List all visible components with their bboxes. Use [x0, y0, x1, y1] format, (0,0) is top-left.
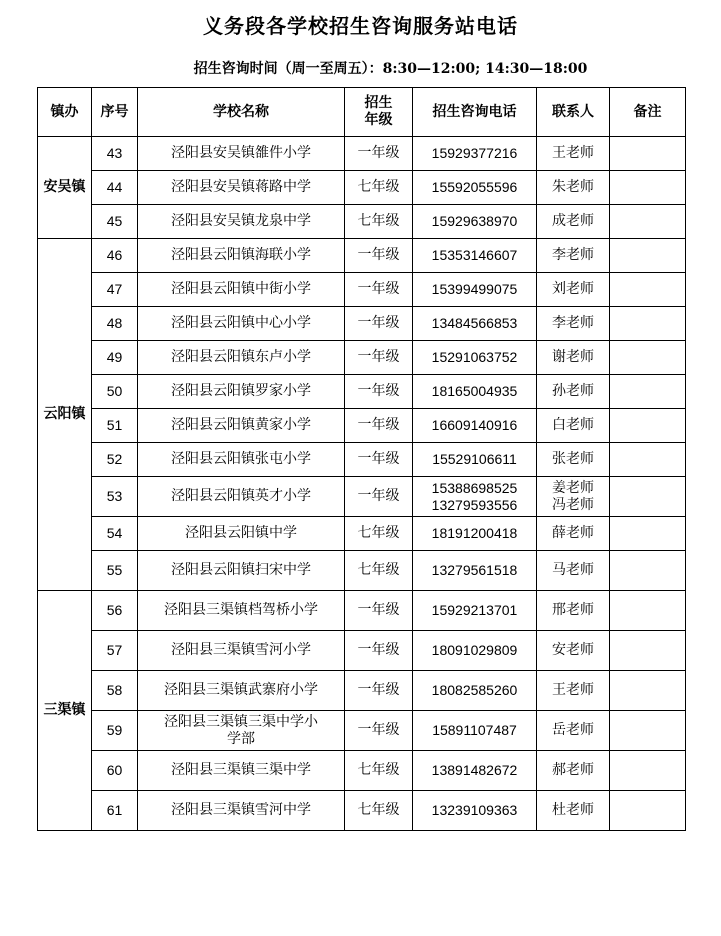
table-row: [38, 671, 686, 711]
phone-number: 15388698525: [431, 479, 518, 496]
row-index: 52: [92, 443, 138, 477]
phone-numbers: [413, 477, 537, 517]
contact-person: 李老师: [537, 239, 610, 273]
school-name: [138, 711, 345, 751]
table-row: [38, 171, 686, 205]
grade: 一年级: [345, 341, 413, 375]
phone-number: 15399499075: [413, 273, 537, 307]
header-phone: 招生咨询电话: [413, 88, 537, 137]
table-row: [38, 791, 686, 831]
phone-number: 16609140916: [413, 409, 537, 443]
row-index: 50: [92, 375, 138, 409]
school-name: 泾阳县安吴镇龙泉中学: [138, 205, 345, 239]
table-row: [38, 591, 686, 631]
note-cell: [610, 551, 686, 591]
row-index: 44: [92, 171, 138, 205]
contact-person: 邢老师: [537, 591, 610, 631]
school-name: 泾阳县云阳镇东卢小学: [138, 341, 345, 375]
town-cell: 云阳镇: [38, 239, 92, 591]
page-title: 义务段各学校招生咨询服务站电话: [203, 14, 518, 38]
phone-number: 15291063752: [413, 341, 537, 375]
contact-person: 王老师: [537, 671, 610, 711]
grade: 七年级: [345, 517, 413, 551]
note-cell: [610, 307, 686, 341]
school-name: 泾阳县云阳镇海联小学: [138, 239, 345, 273]
header-school: 学校名称: [138, 88, 345, 137]
note-cell: [610, 205, 686, 239]
note-cell: [610, 591, 686, 631]
grade: 一年级: [345, 443, 413, 477]
header-grade-line1: 招生: [364, 95, 393, 111]
table-row: [38, 137, 686, 171]
contact-person: 姜老师: [552, 479, 594, 496]
grade: 七年级: [345, 751, 413, 791]
contact-person: 王老师: [537, 137, 610, 171]
contact-person: 白老师: [537, 409, 610, 443]
table-row: [38, 307, 686, 341]
contact-person: 谢老师: [537, 341, 610, 375]
row-index: 54: [92, 517, 138, 551]
phone-number: 18165004935: [413, 375, 537, 409]
contact-person: 朱老师: [537, 171, 610, 205]
phone-number: 18191200418: [413, 517, 537, 551]
note-cell: [610, 477, 686, 517]
note-cell: [610, 239, 686, 273]
phone-number: 15592055596: [413, 171, 537, 205]
row-index: 56: [92, 591, 138, 631]
contact-person: 岳老师: [537, 711, 610, 751]
school-name: 泾阳县安吴镇蒋路中学: [138, 171, 345, 205]
phone-number-2: 13279593556: [431, 496, 518, 513]
header-note: 备注: [610, 88, 686, 137]
grade: 一年级: [345, 137, 413, 171]
row-index: 59: [92, 711, 138, 751]
school-name: 泾阳县云阳镇中心小学: [138, 307, 345, 341]
grade: 七年级: [345, 171, 413, 205]
school-name-line2: 学部: [227, 730, 255, 747]
contact-person: 薛老师: [537, 517, 610, 551]
phone-number: 13239109363: [413, 791, 537, 831]
contact-person: 张老师: [537, 443, 610, 477]
school-name: 泾阳县三渠镇雪河中学: [138, 791, 345, 831]
table-row: [38, 517, 686, 551]
note-cell: [610, 443, 686, 477]
school-name: 泾阳县云阳镇张屯小学: [138, 443, 345, 477]
school-name: 泾阳县云阳镇英才小学: [138, 477, 345, 517]
phone-number: 18091029809: [413, 631, 537, 671]
row-index: 47: [92, 273, 138, 307]
row-index: 43: [92, 137, 138, 171]
grade: 一年级: [345, 409, 413, 443]
contact-person: 安老师: [537, 631, 610, 671]
grade: 一年级: [345, 239, 413, 273]
school-name: 泾阳县三渠镇三渠中学: [138, 751, 345, 791]
note-cell: [610, 137, 686, 171]
row-index: 49: [92, 341, 138, 375]
school-name: 泾阳县三渠镇雪河小学: [138, 631, 345, 671]
consult-hours: 招生咨询时间（周一至周五）：8:30—12:00; 14:30—18:00: [193, 61, 588, 77]
grade: 一年级: [345, 307, 413, 341]
grade: 七年级: [345, 791, 413, 831]
note-cell: [610, 711, 686, 751]
table-row: [38, 239, 686, 273]
table-row: [38, 341, 686, 375]
note-cell: [610, 171, 686, 205]
row-index: 48: [92, 307, 138, 341]
table-row: [38, 375, 686, 409]
note-cell: [610, 409, 686, 443]
grade: 一年级: [345, 631, 413, 671]
note-cell: [610, 631, 686, 671]
phone-number: 15353146607: [413, 239, 537, 273]
table-row: [38, 443, 686, 477]
school-phone-table: [37, 87, 686, 831]
note-cell: [610, 341, 686, 375]
table-row: [38, 631, 686, 671]
school-name: 泾阳县云阳镇黄家小学: [138, 409, 345, 443]
table-row: [38, 711, 686, 751]
table-row: [38, 751, 686, 791]
grade: 一年级: [345, 273, 413, 307]
contact-person: 成老师: [537, 205, 610, 239]
school-name: 泾阳县云阳镇中学: [138, 517, 345, 551]
school-name: 泾阳县云阳镇中街小学: [138, 273, 345, 307]
grade: 一年级: [345, 375, 413, 409]
grade: 一年级: [345, 477, 413, 517]
contact-person: 杜老师: [537, 791, 610, 831]
table-row: [38, 477, 686, 517]
phone-number: 15529106611: [413, 443, 537, 477]
header-contact: 联系人: [537, 88, 610, 137]
contact-person: 刘老师: [537, 273, 610, 307]
phone-number: 15891107487: [413, 711, 537, 751]
school-name: 泾阳县云阳镇罗家小学: [138, 375, 345, 409]
table-row: [38, 273, 686, 307]
town-cell: 三渠镇: [38, 591, 92, 831]
school-name-line1: 泾阳县三渠镇三渠中学小: [164, 713, 318, 730]
phone-number: 15929213701: [413, 591, 537, 631]
note-cell: [610, 273, 686, 307]
phone-number: 15929638970: [413, 205, 537, 239]
row-index: 45: [92, 205, 138, 239]
contact-persons: [537, 477, 610, 517]
row-index: 57: [92, 631, 138, 671]
grade: 一年级: [345, 671, 413, 711]
contact-person: 孙老师: [537, 375, 610, 409]
row-index: 51: [92, 409, 138, 443]
school-name: 泾阳县三渠镇档驾桥小学: [138, 591, 345, 631]
grade: 一年级: [345, 711, 413, 751]
row-index: 53: [92, 477, 138, 517]
table-row: [38, 551, 686, 591]
row-index: 60: [92, 751, 138, 791]
row-index: 46: [92, 239, 138, 273]
school-name: 泾阳县三渠镇武寨府小学: [138, 671, 345, 711]
school-name: 泾阳县安吴镇雒件小学: [138, 137, 345, 171]
table-row: [38, 409, 686, 443]
grade: 七年级: [345, 551, 413, 591]
phone-number: 13484566853: [413, 307, 537, 341]
header-index: 序号: [92, 88, 138, 137]
table-header-row: [38, 88, 686, 137]
row-index: 61: [92, 791, 138, 831]
note-cell: [610, 375, 686, 409]
note-cell: [610, 791, 686, 831]
contact-person: 马老师: [537, 551, 610, 591]
header-town: 镇办: [38, 88, 92, 137]
note-cell: [610, 517, 686, 551]
town-cell: 安吴镇: [38, 137, 92, 239]
row-index: 55: [92, 551, 138, 591]
grade: 一年级: [345, 591, 413, 631]
note-cell: [610, 671, 686, 711]
contact-person: 李老师: [537, 307, 610, 341]
table-row: [38, 205, 686, 239]
phone-number: 13891482672: [413, 751, 537, 791]
phone-number: 13279561518: [413, 551, 537, 591]
header-grade: [345, 88, 413, 137]
header-grade-line2: 年级: [364, 112, 393, 128]
phone-number: 18082585260: [413, 671, 537, 711]
row-index: 58: [92, 671, 138, 711]
grade: 七年级: [345, 205, 413, 239]
contact-person-2: 冯老师: [552, 496, 594, 513]
phone-number: 15929377216: [413, 137, 537, 171]
note-cell: [610, 751, 686, 791]
contact-person: 郝老师: [537, 751, 610, 791]
school-name: 泾阳县云阳镇扫宋中学: [138, 551, 345, 591]
